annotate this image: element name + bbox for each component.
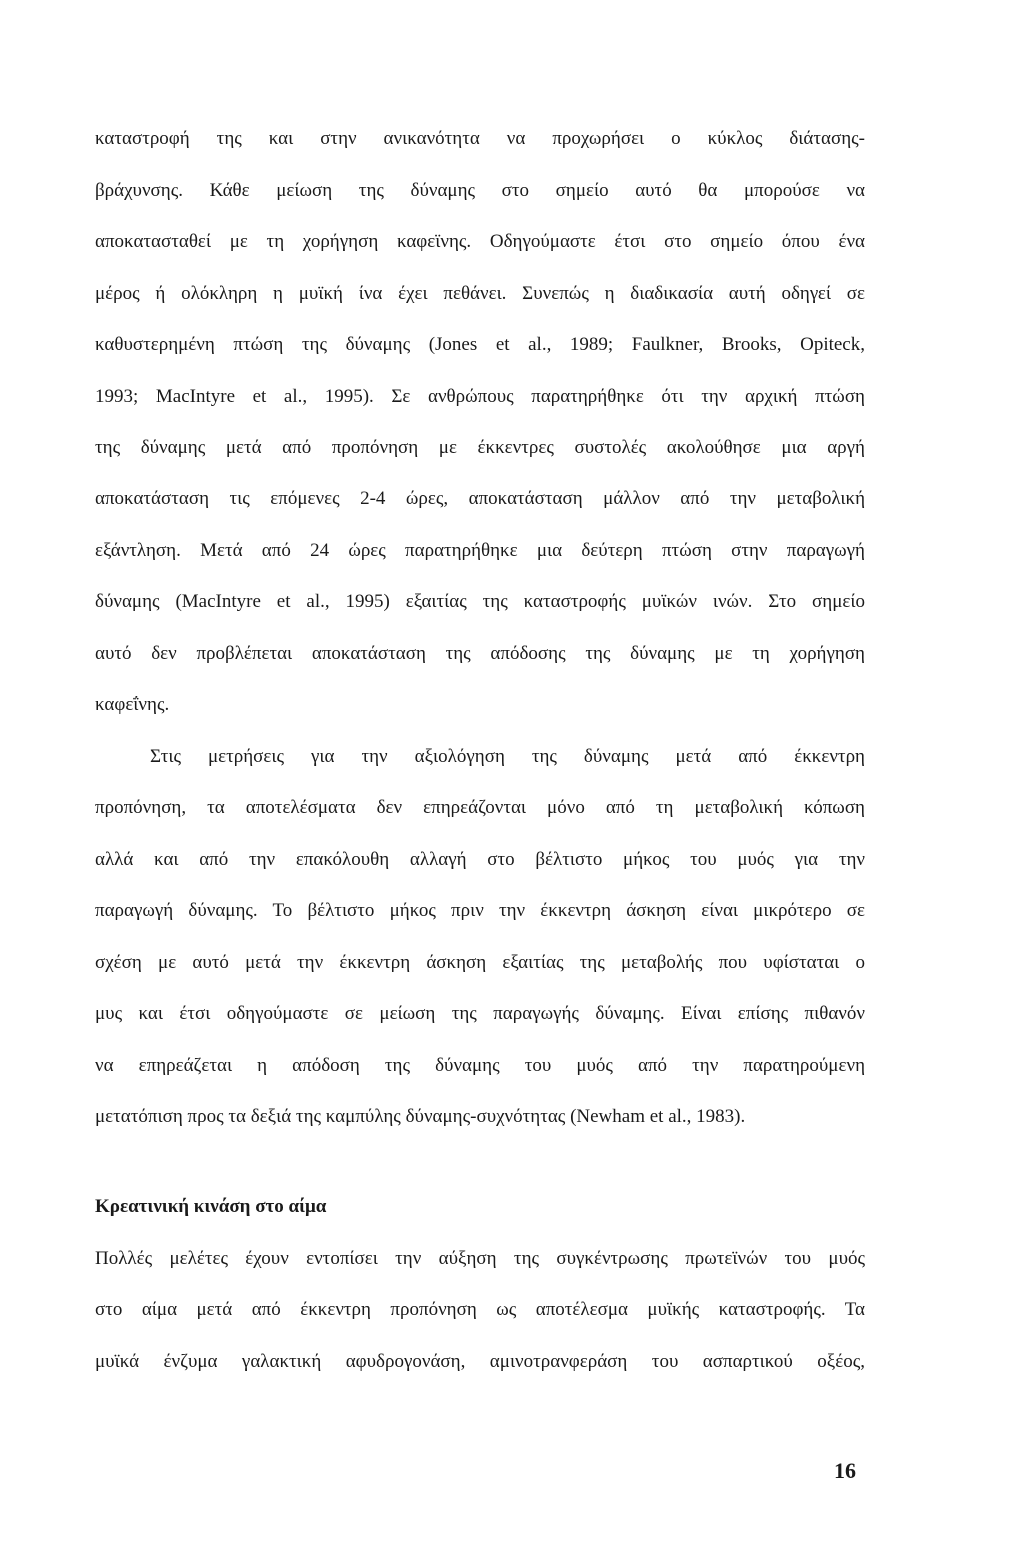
text-line: καταστροφή της και στην ανικανότητα να προχωρήσει ο κύκλος διάτασης- [95, 128, 865, 149]
text-line: καφεΐνης. [95, 694, 170, 715]
page-number: 16 [834, 1458, 856, 1483]
text-line: 1993; MacIntyre et al., 1995). Σε ανθρώπους παρατηρήθηκε ότι την αρχική πτώση [95, 386, 865, 407]
text-line: αποκατασταθεί με τη χορήγηση καφεϊνης. Οδηγούμαστε έτσι στο σημείο όπου ένα [95, 231, 865, 252]
text-line: καθυστερημένη πτώση της δύναμης (Jones et al., 1989; Faulkner, Brooks, Opiteck, [95, 334, 865, 355]
text-line: αυτό δεν προβλέπεται αποκατάσταση της απόδοσης της δύναμης με τη χορήγηση [95, 643, 865, 664]
text-line: παραγωγή δύναμης. Το βέλτιστο μήκος πριν την έκκεντρη άσκηση είναι μικρότερο σε [95, 900, 865, 921]
text-line: Στις μετρήσεις για την αξιολόγηση της δύναμης μετά από έκκεντρη [150, 746, 865, 767]
text-line: της δύναμης μετά από προπόνηση με έκκεντρες συστολές ακολούθησε μια αργή [95, 437, 865, 458]
text-line: εξάντληση. Μετά από 24 ώρες παρατηρήθηκε μια δεύτερη πτώση στην παραγωγή [95, 540, 865, 561]
text-line: αλλά και από την επακόλουθη αλλαγή στο βέλτιστο μήκος του μυός για την [95, 849, 865, 870]
text-line: μυς και έτσι οδηγούμαστε σε μείωση της παραγωγής δύναμης. Είναι επίσης πιθανόν [95, 1003, 865, 1024]
text-line: μέρος ή ολόκληρη η μυϊκή ίνα έχει πεθάνει. Συνεπώς η διαδικασία αυτή οδηγεί σε [95, 283, 865, 304]
section-heading: Κρεατινική κινάση στο αίμα [95, 1196, 327, 1217]
text-line: Πολλές μελέτες έχουν εντοπίσει την αύξηση της συγκέντρωσης πρωτεϊνών του μυός [95, 1248, 865, 1269]
text-line: δύναμης (MacIntyre et al., 1995) εξαιτίας της καταστροφής μυϊκών ινών. Στο σημείο [95, 591, 865, 612]
text-line: σχέση με αυτό μετά την έκκεντρη άσκηση εξαιτίας της μεταβολής που υφίσταται ο [95, 952, 865, 973]
text-line: μετατόπιση προς τα δεξιά της καμπύλης δύναμης-συχνότητας (Newham et al., 1983). [95, 1106, 746, 1127]
text-line: να επηρεάζεται η απόδοση της δύναμης του μυός από την παρατηρούμενη [95, 1055, 865, 1076]
text-line: βράχυνσης. Κάθε μείωση της δύναμης στο σημείο αυτό θα μπορούσε να [95, 180, 865, 201]
text-line: μυϊκά ένζυμα γαλακτική αφυδρογονάση, αμινοτρανφεράση του ασπαρτικού οξέος, [95, 1351, 865, 1372]
text-line: στο αίμα μετά από έκκεντρη προπόνηση ως αποτέλεσμα μυϊκής καταστροφής. Τα [95, 1299, 865, 1320]
text-line: αποκατάσταση τις επόμενες 2-4 ώρες, αποκατάσταση μάλλον από την μεταβολική [95, 488, 865, 509]
text-line: προπόνηση, τα αποτελέσματα δεν επηρεάζονται μόνο από τη μεταβολική κόπωση [95, 797, 865, 818]
